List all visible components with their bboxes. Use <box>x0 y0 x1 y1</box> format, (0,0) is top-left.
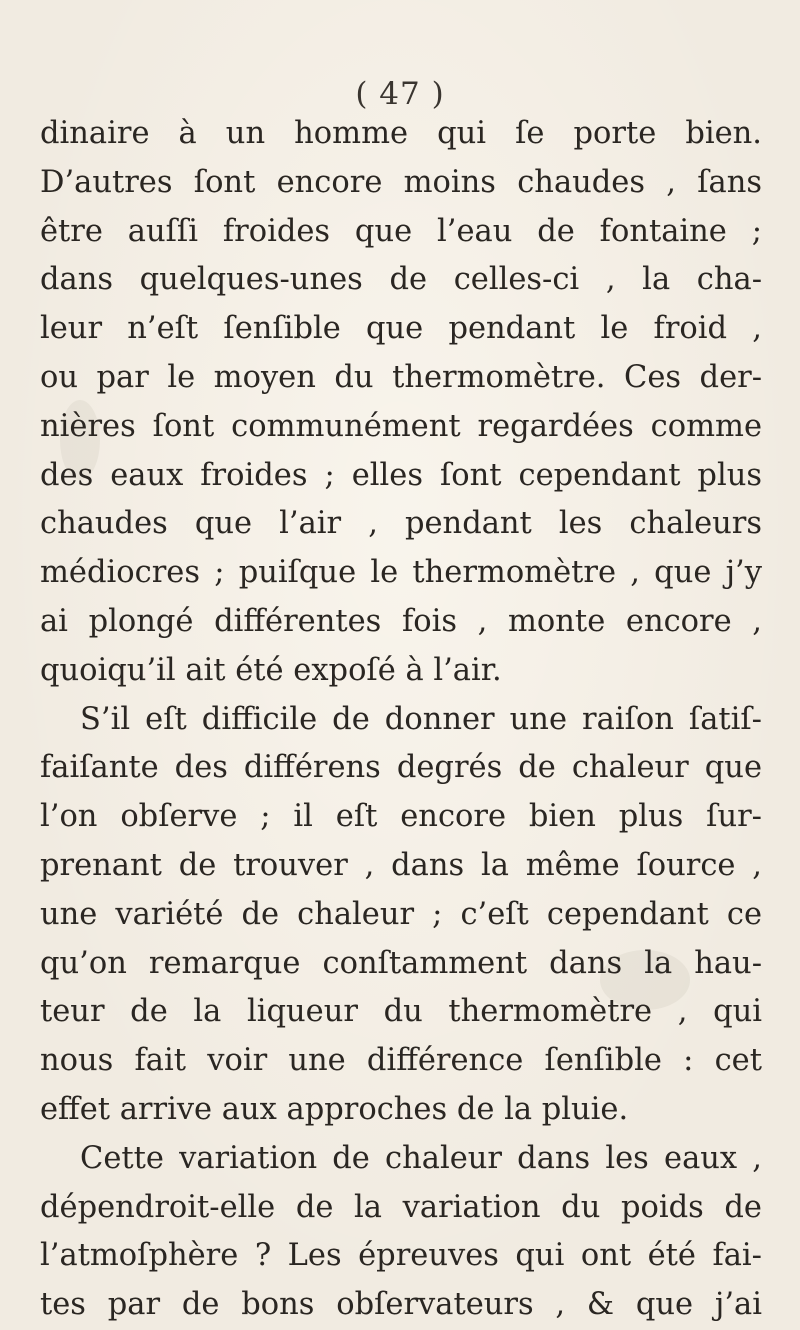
text-line: ou par le moyen du thermomètre. Ces der- <box>40 359 762 395</box>
text-line: dans quelques-unes de celles-ci , la cha- <box>40 262 762 298</box>
text-line: dépendroit-elle de la variation du poids de <box>40 1189 762 1225</box>
body-text <box>40 110 762 1330</box>
text-line: ai plongé différentes fois , monte encore , <box>40 603 762 639</box>
text-line: dinaire à un homme qui ſe porte bien. <box>40 116 762 151</box>
paragraph-start-line: S’il eſt difficile de donner une raiſon ſatiſ- <box>80 701 762 737</box>
page-number: ( 47 ) <box>355 76 445 112</box>
paragraph-end-line: quoiqu’il ait été expoſé à l’air. <box>40 652 502 688</box>
paragraph-end-line: effet arrive aux approches de la pluie. <box>40 1091 629 1127</box>
text-line: qu’on remarque conſtamment dans la hau- <box>40 945 762 981</box>
text-line: être auſſi froides que l’eau de fontaine ; <box>40 213 762 249</box>
text-line: une variété de chaleur ; c’eſt cependant ce <box>40 896 762 932</box>
text-line: l’atmoſphère ? Les épreuves qui ont été fai- <box>40 1238 762 1274</box>
text-line: nières ſont communément regardées comme <box>40 408 762 444</box>
paragraph-start-line: Cette variation de chaleur dans les eaux , <box>80 1140 762 1176</box>
text-line: des eaux froides ; elles ſont cependant plus <box>40 457 762 493</box>
text-line: teur de la liqueur du thermomètre , qui <box>40 994 762 1030</box>
text-line: D’autres ſont encore moins chaudes , ſans <box>40 164 762 200</box>
text-line: tes par de bons obſervateurs , & que j’ai <box>40 1287 762 1323</box>
text-line: l’on obſerve ; il eſt encore bien plus ſur- <box>40 799 762 835</box>
text-line: faiſante des différens degrés de chaleur que <box>40 750 762 786</box>
text-line: leur n’eſt ſenſible que pendant le froid , <box>40 311 762 347</box>
text-line: prenant de trouver , dans la même ſource , <box>40 847 762 883</box>
text-line: médiocres ; puiſque le thermomètre , que j’y <box>40 555 762 591</box>
text-line: chaudes que l’air , pendant les chaleurs <box>40 506 762 542</box>
text-line: nous fait voir une différence ſenſible : cet <box>40 1043 762 1079</box>
